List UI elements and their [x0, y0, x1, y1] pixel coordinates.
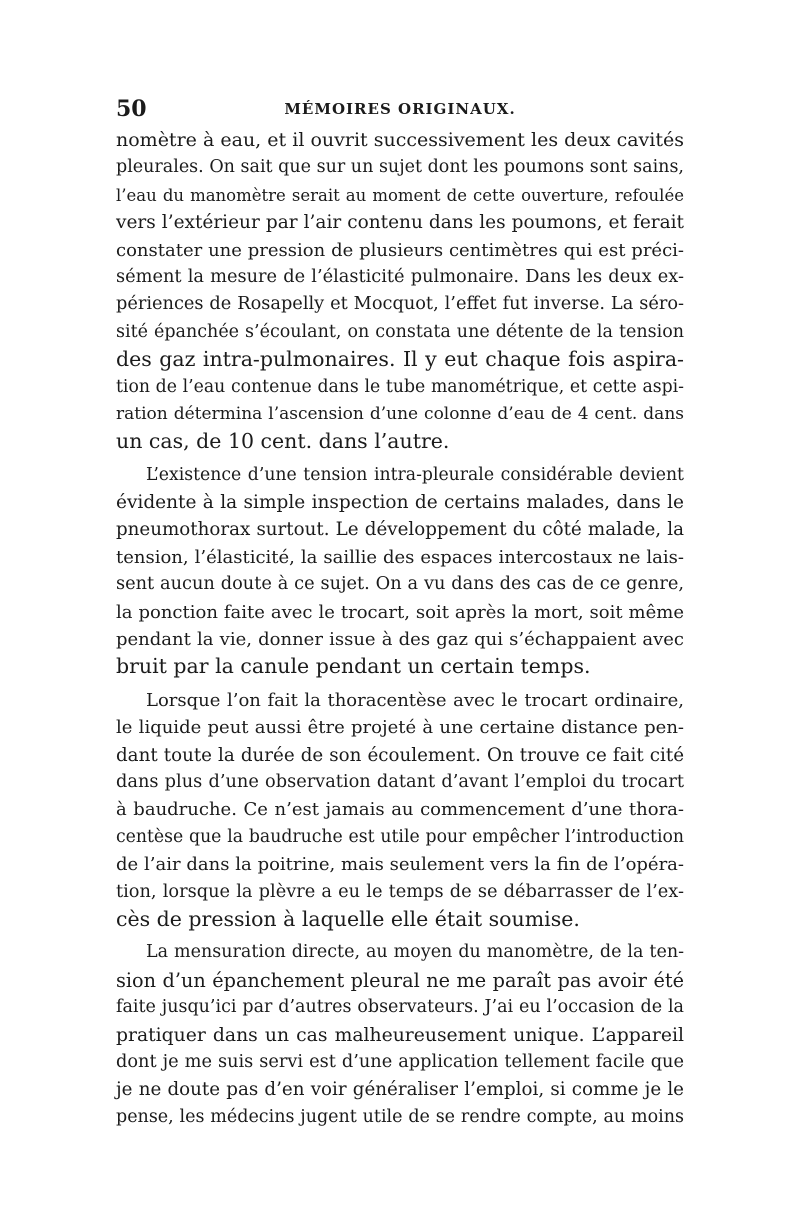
text-line: ration détermina l’ascension d’une colonne d’eau de 4 cent. dans	[116, 403, 684, 424]
text-line: la ponction faite avec le trocart, soit après la mort, soit même	[116, 601, 684, 623]
text-line: sément la mesure de l’élasticité pulmonaire. Dans les deux ex-	[116, 266, 684, 287]
paragraph	[116, 939, 684, 1131]
text-line: dont je me suis servi est d’une application tellement facile que	[116, 1051, 684, 1072]
text-line: le liquide peut aussi être projeté à une certaine distance pen-	[116, 717, 684, 739]
text-line: des gaz intra-pulmonaires. Il y eut chaque fois aspira-	[116, 347, 684, 372]
text-line: tension, l’élasticité, la saillie des espaces intercostaux ne lais-	[116, 546, 684, 568]
text-line: l’eau du manomètre serait au moment de cette ouverture, refoulée	[116, 185, 684, 205]
text-line: dans plus d’une observation datant d’avant l’emploi du trocart	[116, 771, 684, 792]
text-line: nomètre à eau, et il ouvrit successivement les deux cavités	[116, 129, 684, 151]
text-line: évidente à la simple inspection de certains malades, dans le	[116, 492, 684, 514]
text-line: cès de pression à laquelle elle était soumise.	[116, 906, 580, 931]
text-line: sion d’un épanchement pleural ne me paraît pas avoir été	[116, 968, 684, 992]
running-title: MÉMOIRES ORIGINAUX.	[284, 100, 516, 118]
paragraph	[116, 687, 684, 934]
text-line: L’existence d’une tension intra-pleurale considérable devient	[146, 464, 684, 485]
text-line: périences de Rosapelly et Mocquot, l’effet fut inverse. La séro-	[116, 294, 684, 315]
text-line: vers l’extérieur par l’air contenu dans les poumons, et ferait	[116, 212, 684, 234]
text-line: faite jusqu’ici par d’autres observateurs. J’ai eu l’occasion de la	[116, 997, 684, 1018]
page-header	[116, 96, 684, 124]
text-line: pratiquer dans un cas malheureusement unique. L’appareil	[116, 1024, 684, 1046]
text-line: pneumothorax surtout. Le développement du côté malade, la	[116, 519, 684, 541]
text-line: à baudruche. Ce n’est jamais au commencement d’une thora-	[116, 799, 684, 821]
page-number: 50	[116, 96, 147, 122]
text-line: un cas, de 10 cent. dans l’autre.	[116, 429, 450, 454]
text-line: pense, les médecins jugent utile de se rendre compte, au moins	[116, 1106, 684, 1127]
body-text	[116, 127, 684, 1131]
text-line: dant toute la durée de son écoulement. On trouve ce fait cité	[116, 744, 684, 766]
text-line: bruit par la canule pendant un certain temps.	[116, 654, 591, 679]
text-line: pleurales. On sait que sur un sujet dont les poumons sont sains,	[116, 157, 684, 178]
text-line: je ne doute pas d’en voir généraliser l’emploi, si comme je le	[116, 1079, 684, 1101]
text-line: sent aucun doute à ce sujet. On a vu dans des cas de ce genre,	[116, 574, 684, 595]
text-line: constater une pression de plusieurs centimètres qui est préci-	[116, 239, 684, 261]
text-line: Lorsque l’on fait la thoracentèse avec le trocart ordinaire,	[146, 689, 684, 711]
text-line: tion de l’eau contenue dans le tube manométrique, et cette aspi-	[116, 376, 684, 397]
text-line: centèse que la baudruche est utile pour empêcher l’introduction	[116, 826, 684, 847]
text-line: La mensuration directe, au moyen du manomètre, de la ten-	[146, 942, 684, 963]
paragraph	[116, 127, 684, 456]
text-line: pendant la vie, donner issue à des gaz qui s’échappaient avec	[116, 629, 684, 651]
text-line: de l’air dans la poitrine, mais seulement vers la fin de l’opéra-	[116, 854, 684, 876]
paragraph	[116, 462, 684, 681]
text-line: sité épanchée s’écoulant, on constata une détente de la tension	[116, 321, 684, 342]
text-line: tion, lorsque la plèvre a eu le temps de se débarrasser de l’ex-	[116, 881, 684, 902]
